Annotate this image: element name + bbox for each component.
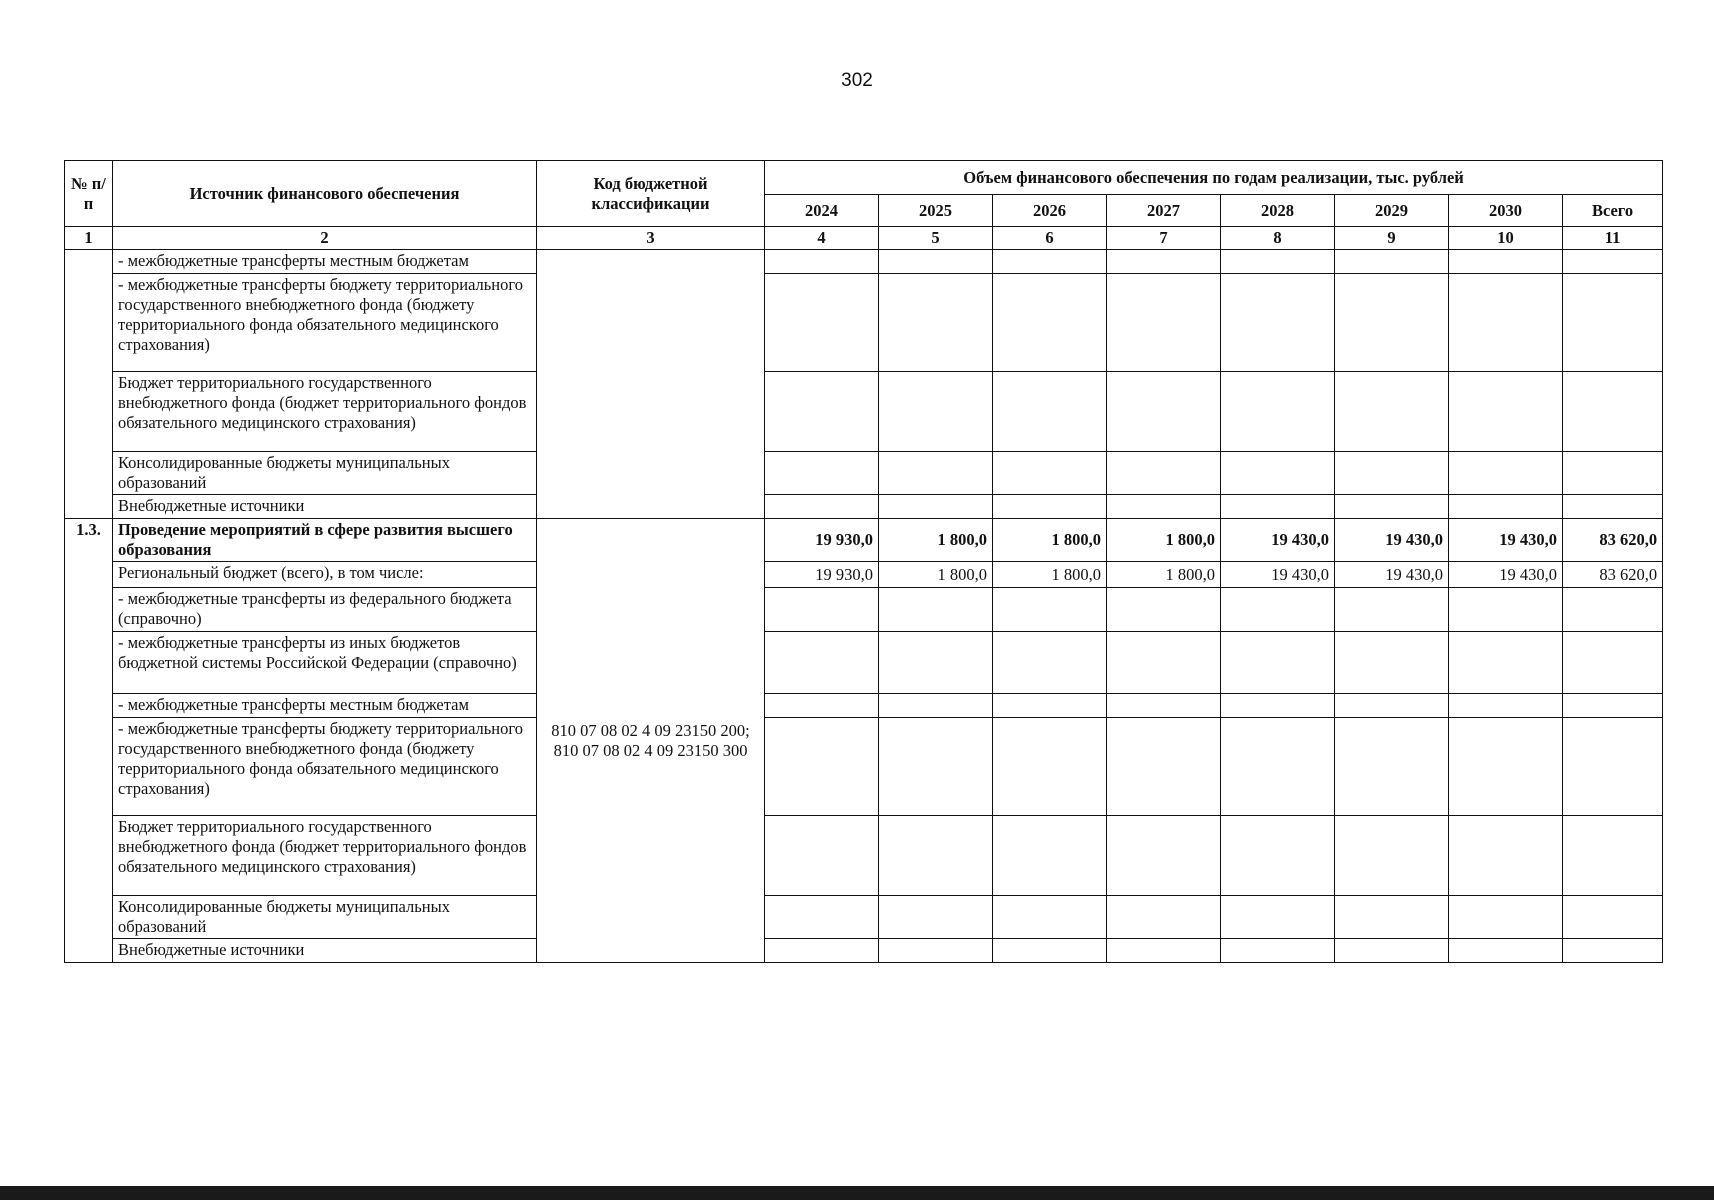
value-cell (1449, 372, 1563, 452)
value-cell (1221, 632, 1335, 694)
table-row (65, 519, 1663, 562)
value-cell (1563, 816, 1663, 896)
header-code: Код бюджетной классификации (537, 161, 765, 227)
value-cell (993, 372, 1107, 452)
value-cell: 1 800,0 (1107, 519, 1221, 562)
column-index: 8 (1221, 227, 1335, 250)
event-title: Проведение мероприятий в сфере развития высшего образования (113, 519, 537, 562)
column-index: 1 (65, 227, 113, 250)
header-year: Всего (1563, 195, 1663, 227)
value-cell: 1 800,0 (879, 519, 993, 562)
table-row (65, 896, 1663, 939)
value-cell (765, 896, 879, 939)
value-cell (1449, 495, 1563, 519)
value-cell (1563, 495, 1663, 519)
value-cell (993, 274, 1107, 372)
value-cell: 19 430,0 (1335, 562, 1449, 588)
source-label: Консолидированные бюджеты муниципальных образований (113, 896, 537, 939)
value-cell (1449, 718, 1563, 816)
value-cell (879, 588, 993, 632)
value-cell (993, 632, 1107, 694)
value-cell (879, 896, 993, 939)
table-row (65, 694, 1663, 718)
value-cell (1563, 250, 1663, 274)
value-cell (1449, 632, 1563, 694)
value-cell (879, 939, 993, 963)
column-index: 9 (1335, 227, 1449, 250)
value-cell (765, 452, 879, 495)
source-label: - межбюджетные трансферты местным бюджетам (113, 250, 537, 274)
column-index: 11 (1563, 227, 1663, 250)
financing-table (64, 160, 1663, 963)
value-cell (993, 939, 1107, 963)
value-cell (1335, 274, 1449, 372)
scan-bottom-edge (0, 1186, 1714, 1200)
value-cell (765, 939, 879, 963)
value-cell (1563, 896, 1663, 939)
value-cell (1221, 274, 1335, 372)
value-cell (879, 372, 993, 452)
value-cell (765, 588, 879, 632)
column-index: 6 (993, 227, 1107, 250)
value-cell (993, 250, 1107, 274)
value-cell (1107, 694, 1221, 718)
value-cell (879, 816, 993, 896)
value-cell: 1 800,0 (993, 519, 1107, 562)
table-row (65, 718, 1663, 816)
value-cell (879, 274, 993, 372)
value-cell (879, 495, 993, 519)
value-cell (765, 495, 879, 519)
value-cell (1107, 816, 1221, 896)
value-cell (1335, 588, 1449, 632)
value-cell (1335, 372, 1449, 452)
value-cell (1107, 372, 1221, 452)
value-cell: 19 430,0 (1449, 562, 1563, 588)
header-year: 2024 (765, 195, 879, 227)
value-cell (1107, 939, 1221, 963)
value-cell (1563, 372, 1663, 452)
value-cell (879, 718, 993, 816)
value-cell (1335, 694, 1449, 718)
column-index: 7 (1107, 227, 1221, 250)
value-cell (993, 896, 1107, 939)
value-cell (993, 694, 1107, 718)
header-volume: Объем финансового обеспечения по годам реализации, тыс. рублей (765, 161, 1663, 195)
header-year: 2026 (993, 195, 1107, 227)
value-cell (765, 632, 879, 694)
value-cell (1221, 372, 1335, 452)
value-cell (993, 816, 1107, 896)
value-cell (1335, 939, 1449, 963)
value-cell (1107, 632, 1221, 694)
column-index: 4 (765, 227, 879, 250)
value-cell (1335, 250, 1449, 274)
source-label: - межбюджетные трансферты бюджету территориального государственного внебюджетного фонда (бюджету территориального фонда обязательного медицинского страхования) (113, 274, 537, 372)
value-cell (1107, 274, 1221, 372)
value-cell (1449, 588, 1563, 632)
value-cell: 19 930,0 (765, 562, 879, 588)
value-cell (879, 694, 993, 718)
value-cell (1335, 896, 1449, 939)
value-cell (1335, 632, 1449, 694)
column-index: 10 (1449, 227, 1563, 250)
header-year: 2028 (1221, 195, 1335, 227)
value-cell: 19 430,0 (1221, 562, 1335, 588)
value-cell (1335, 718, 1449, 816)
budget-code-cell (537, 250, 765, 519)
value-cell (1449, 452, 1563, 495)
value-cell (765, 694, 879, 718)
value-cell (993, 588, 1107, 632)
value-cell (993, 718, 1107, 816)
value-cell (765, 274, 879, 372)
table-row (65, 816, 1663, 896)
value-cell (1563, 694, 1663, 718)
value-cell (1107, 718, 1221, 816)
table-row (65, 588, 1663, 632)
column-index: 2 (113, 227, 537, 250)
source-label: Внебюджетные источники (113, 939, 537, 963)
value-cell (1449, 896, 1563, 939)
value-cell: 83 620,0 (1563, 519, 1663, 562)
value-cell (1563, 718, 1663, 816)
value-cell (1335, 452, 1449, 495)
value-cell (1221, 452, 1335, 495)
table-row (65, 274, 1663, 372)
row-number-cell (65, 250, 113, 519)
value-cell (765, 250, 879, 274)
value-cell: 83 620,0 (1563, 562, 1663, 588)
value-cell (1563, 632, 1663, 694)
header-source: Источник финансового обеспечения (113, 161, 537, 227)
value-cell: 1 800,0 (1107, 562, 1221, 588)
value-cell (765, 372, 879, 452)
value-cell (1221, 588, 1335, 632)
value-cell (993, 452, 1107, 495)
value-cell (1221, 718, 1335, 816)
value-cell (765, 718, 879, 816)
value-cell: 1 800,0 (879, 562, 993, 588)
value-cell (1221, 939, 1335, 963)
value-cell (1449, 274, 1563, 372)
table-row (65, 452, 1663, 495)
value-cell (879, 632, 993, 694)
source-label: Бюджет территориального государственного внебюджетного фонда (бюджет территориального фондов обязательного медицинского страхования) (113, 816, 537, 896)
value-cell: 19 930,0 (765, 519, 879, 562)
source-label: Консолидированные бюджеты муниципальных образований (113, 452, 537, 495)
value-cell (1221, 495, 1335, 519)
header-year: 2030 (1449, 195, 1563, 227)
value-cell (1449, 250, 1563, 274)
value-cell (765, 816, 879, 896)
table-row (65, 250, 1663, 274)
value-cell (1107, 588, 1221, 632)
table-row (65, 939, 1663, 963)
value-cell: 19 430,0 (1449, 519, 1563, 562)
value-cell (1107, 896, 1221, 939)
value-cell (1107, 452, 1221, 495)
value-cell (1449, 816, 1563, 896)
column-index: 5 (879, 227, 993, 250)
table-row (65, 562, 1663, 588)
value-cell (879, 452, 993, 495)
source-label: Бюджет территориального государственного внебюджетного фонда (бюджет территориального фондов обязательного медицинского страхования) (113, 372, 537, 452)
value-cell (1107, 250, 1221, 274)
table-row (65, 372, 1663, 452)
value-cell (1221, 816, 1335, 896)
value-cell (1449, 939, 1563, 963)
header-num: № п/п (65, 161, 113, 227)
value-cell (879, 250, 993, 274)
page-number: 302 (841, 70, 873, 91)
column-index: 3 (537, 227, 765, 250)
source-label: - межбюджетные трансферты местным бюджетам (113, 694, 537, 718)
value-cell (1221, 896, 1335, 939)
header-year: 2029 (1335, 195, 1449, 227)
source-label: - межбюджетные трансферты из иных бюджетов бюджетной системы Российской Федерации (справочно) (113, 632, 537, 694)
value-cell (1563, 939, 1663, 963)
value-cell (1107, 495, 1221, 519)
value-cell (1563, 588, 1663, 632)
value-cell (1221, 694, 1335, 718)
value-cell: 19 430,0 (1221, 519, 1335, 562)
budget-code: 810 07 08 02 4 09 23150 200; 810 07 08 02 4 09 23150 300 (537, 519, 765, 963)
value-cell (993, 495, 1107, 519)
source-label: Региональный бюджет (всего), в том числе: (113, 562, 537, 588)
value-cell (1449, 694, 1563, 718)
value-cell (1563, 452, 1663, 495)
table-row (65, 632, 1663, 694)
source-label: - межбюджетные трансферты бюджету территориального государственного внебюджетного фонда (бюджету территориального фонда обязательного медицинского страхования) (113, 718, 537, 816)
row-number: 1.3. (65, 519, 113, 963)
value-cell (1335, 816, 1449, 896)
value-cell: 1 800,0 (993, 562, 1107, 588)
header-year: 2025 (879, 195, 993, 227)
table-row (65, 495, 1663, 519)
header-year: 2027 (1107, 195, 1221, 227)
value-cell (1563, 274, 1663, 372)
source-label: - межбюджетные трансферты из федерального бюджета (справочно) (113, 588, 537, 632)
value-cell (1221, 250, 1335, 274)
value-cell (1335, 495, 1449, 519)
value-cell: 19 430,0 (1335, 519, 1449, 562)
source-label: Внебюджетные источники (113, 495, 537, 519)
